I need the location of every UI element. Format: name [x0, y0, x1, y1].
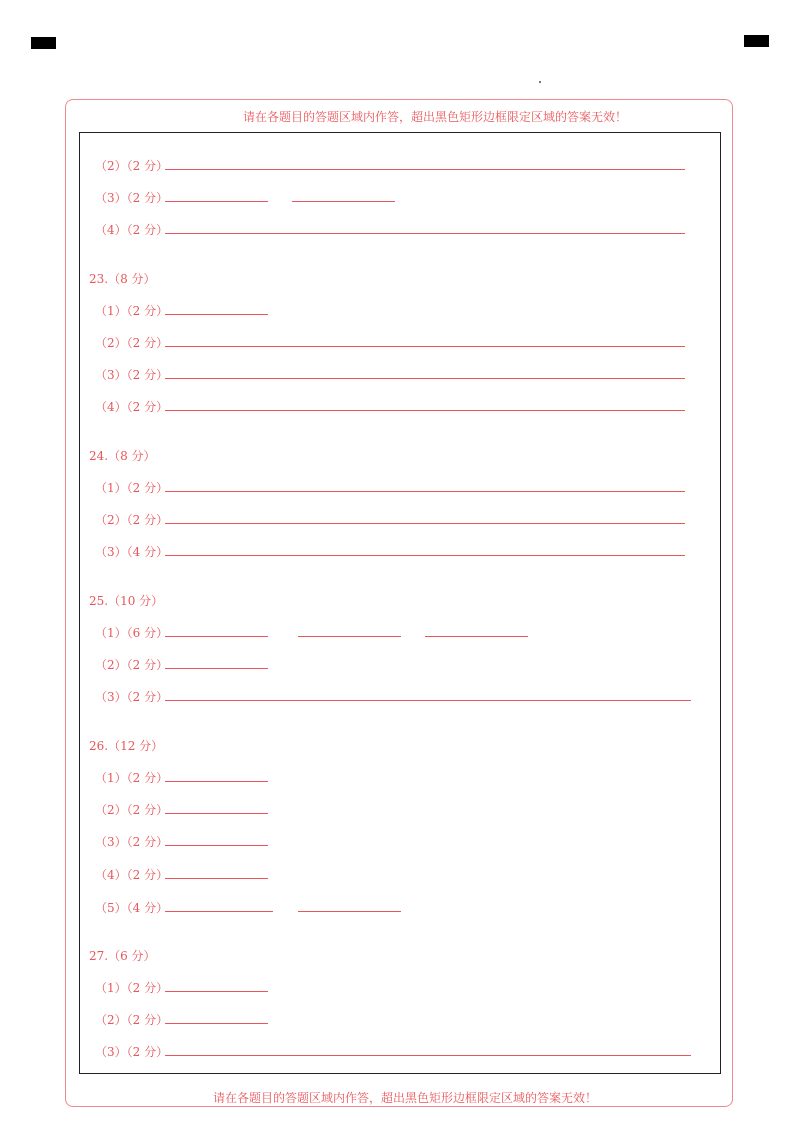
item-label: （1）（2 分） — [95, 304, 169, 318]
answer-blank[interactable] — [165, 813, 268, 814]
question-heading-26: 26.（12 分） — [89, 739, 164, 753]
item-label: （1）（2 分） — [95, 481, 169, 495]
answer-blank[interactable] — [165, 845, 268, 846]
answer-blank[interactable] — [165, 233, 685, 234]
answer-region-border — [79, 132, 721, 1074]
item-label: （3）（2 分） — [95, 1045, 169, 1059]
answer-blank[interactable] — [165, 410, 685, 411]
item-label: （4）（2 分） — [95, 868, 169, 882]
item-label: （3）（2 分） — [95, 191, 169, 205]
answer-blank[interactable] — [165, 1055, 691, 1056]
alignment-mark-right — [744, 35, 769, 47]
answer-blank[interactable] — [165, 169, 685, 170]
answer-blank[interactable] — [165, 700, 691, 701]
answer-blank[interactable] — [165, 668, 268, 669]
answer-blank[interactable] — [165, 346, 685, 347]
question-heading-24: 24.（8 分） — [89, 449, 156, 463]
answer-blank[interactable] — [165, 878, 268, 879]
answer-blank[interactable] — [165, 523, 685, 524]
item-label: （2）（2 分） — [95, 159, 169, 173]
item-label: （2）（2 分） — [95, 1013, 169, 1027]
answer-blank[interactable] — [292, 201, 395, 202]
notice-bottom: 请在各题目的答题区域内作答，超出黑色矩形边框限定区域的答案无效！ — [213, 1091, 598, 1105]
answer-blank[interactable] — [165, 991, 268, 992]
item-label: （2）（2 分） — [95, 803, 169, 817]
answer-blank[interactable] — [165, 491, 685, 492]
item-label: （1）（2 分） — [95, 771, 169, 785]
item-label: （3）（4 分） — [95, 545, 169, 559]
alignment-mark-left — [31, 37, 56, 49]
item-label: （1）（6 分） — [95, 626, 169, 640]
answer-blank[interactable] — [165, 781, 268, 782]
answer-blank[interactable] — [165, 1023, 268, 1024]
item-label: （1）（2 分） — [95, 981, 169, 995]
item-label: （3）（2 分） — [95, 835, 169, 849]
answer-blank[interactable] — [298, 636, 401, 637]
question-heading-27: 27.（6 分） — [89, 949, 156, 963]
question-heading-23: 23.（8 分） — [89, 272, 156, 286]
question-heading-25: 25.（10 分） — [89, 594, 164, 608]
item-label: （2）（2 分） — [95, 336, 169, 350]
answer-blank[interactable] — [425, 636, 528, 637]
item-label: （2）（2 分） — [95, 513, 169, 527]
item-label: （5）（4 分） — [95, 901, 169, 915]
answer-blank[interactable] — [165, 911, 273, 912]
item-label: （4）（2 分） — [95, 223, 169, 237]
answer-blank[interactable] — [165, 314, 268, 315]
item-label: （4）（2 分） — [95, 400, 169, 414]
scan-dot — [539, 81, 541, 83]
answer-blank[interactable] — [298, 911, 401, 912]
item-label: （3）（2 分） — [95, 690, 169, 704]
item-label: （3）（2 分） — [95, 368, 169, 382]
answer-blank[interactable] — [165, 555, 685, 556]
item-label: （2）（2 分） — [95, 658, 169, 672]
answer-blank[interactable] — [165, 201, 268, 202]
answer-blank[interactable] — [165, 378, 685, 379]
notice-top: 请在各题目的答题区域内作答，超出黑色矩形边框限定区域的答案无效！ — [243, 110, 628, 124]
answer-blank[interactable] — [165, 636, 268, 637]
